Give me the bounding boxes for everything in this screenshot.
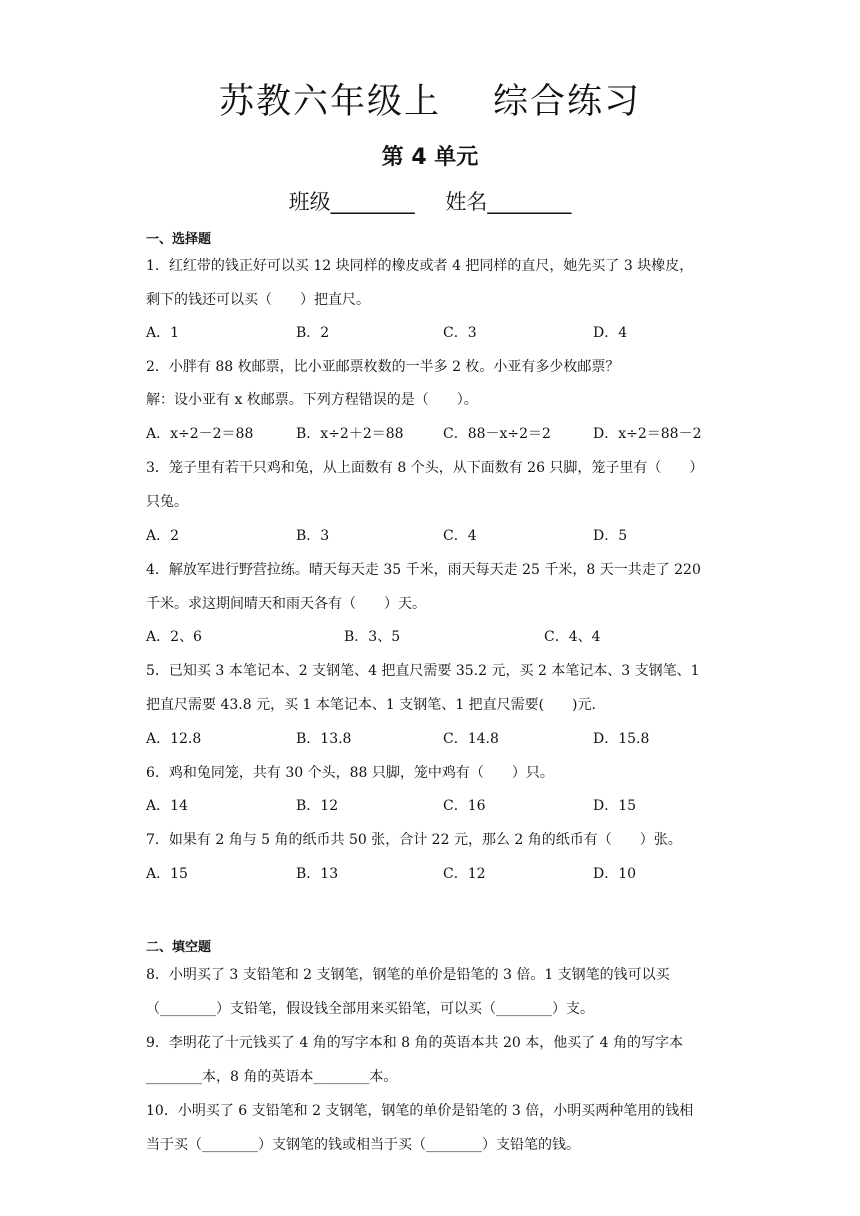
option-a: A．2 xyxy=(146,528,180,544)
option-d: D．15.8 xyxy=(593,731,650,747)
question-5-options xyxy=(146,728,726,748)
option-d: D．5 xyxy=(593,528,628,544)
option-a: A．2、6 xyxy=(146,629,202,645)
option-b: B．13.8 xyxy=(296,731,352,747)
option-d: D．10 xyxy=(593,866,637,882)
option-a: A．12.8 xyxy=(146,731,202,747)
title-right: 综合练习 xyxy=(493,82,642,122)
question-1-line-2: 剩下的钱还可以买（ ）把直尺。 xyxy=(146,292,370,308)
question-1-line-1: 1．红红带的钱正好可以买 12 块同样的橡皮或者 4 把同样的直尺，她先买了 3 块橡皮， xyxy=(146,258,694,274)
title-left: 苏教六年级上 xyxy=(218,82,441,122)
option-c: C．4、4 xyxy=(544,629,601,645)
question-5-line-1: 5．已知买 3 本笔记本、2 支钢笔、4 把直尺需要 35.2 元，买 2 本笔记本、3 支钢笔、1 xyxy=(146,663,700,679)
section-heading-fill: 二、填空题 xyxy=(146,940,212,955)
unit-heading: 第 4 单元 xyxy=(381,145,479,170)
option-b: B．3、5 xyxy=(344,629,401,645)
question-3-line-1: 3．笼子里有若干只鸡和兔，从上面数有 8 个头，从下面数有 26 只脚，笼子里有（ ） xyxy=(146,460,704,476)
option-b: B．2 xyxy=(296,325,330,341)
question-8-line-1: 8．小明买了 3 支铅笔和 2 支钢笔，钢笔的单价是铅笔的 3 倍。1 支钢笔的钱可以买 xyxy=(146,967,670,983)
question-10-line-2: 当于买（________）支钢笔的钱或相当于买（________）支铅笔的钱。 xyxy=(146,1137,580,1153)
question-6-options xyxy=(146,795,726,815)
question-7-line-1: 7．如果有 2 角与 5 角的纸币共 50 张，合计 22 元，那么 2 角的纸币有（ ）张。 xyxy=(146,832,682,848)
option-a: A．14 xyxy=(146,798,188,814)
class-field: 班级________ xyxy=(288,190,415,214)
option-c: C．12 xyxy=(443,866,486,882)
student-info-row xyxy=(0,186,860,216)
question-9-line-1: 9．李明花了十元钱买了 4 角的写字本和 8 角的英语本共 20 本，他买了 4 角的写字本 xyxy=(146,1035,684,1051)
question-10-line-1: 10．小明买了 6 支铅笔和 2 支钢笔，钢笔的单价是铅笔的 3 倍，小明买两种笔用的钱相 xyxy=(146,1103,694,1119)
option-b: B．13 xyxy=(296,866,339,882)
question-5-line-2: 把直尺需要 43.8 元，买 1 本笔记本、1 支钢笔、1 把直尺需要( )元. xyxy=(146,697,596,713)
question-4-line-2: 千米。求这期间晴天和雨天各有（ ）天。 xyxy=(146,596,426,612)
section-heading-choice: 一、选择题 xyxy=(146,232,212,247)
question-4-options xyxy=(146,626,726,646)
option-c: C．3 xyxy=(443,325,477,341)
question-6-line-1: 6．鸡和兔同笼，共有 30 个头，88 只脚，笼中鸡有（ ）只。 xyxy=(146,765,554,781)
option-a: A．x÷2－2＝88 xyxy=(146,426,254,442)
option-c: C．14.8 xyxy=(443,731,499,747)
worksheet-title xyxy=(0,74,860,124)
question-2-line-1: 2．小胖有 88 枚邮票，比小亚邮票枚数的一半多 2 枚。小亚有多少枚邮票？ xyxy=(146,359,620,375)
option-d: D．4 xyxy=(593,325,628,341)
question-4-line-1: 4．解放军进行野营拉练。晴天每天走 35 千米，雨天每天走 25 千米，8 天一共走了 220 xyxy=(146,562,701,578)
question-3-options xyxy=(146,525,726,545)
option-c: C．4 xyxy=(443,528,477,544)
option-a: A．1 xyxy=(146,325,180,341)
name-field: 姓名________ xyxy=(445,190,572,214)
option-d: D．15 xyxy=(593,798,637,814)
option-a: A．15 xyxy=(146,866,188,882)
option-c: C．88－x÷2＝2 xyxy=(443,426,551,442)
question-2-line-2: 解：设小亚有 x 枚邮票。下列方程错误的是（ ）。 xyxy=(146,392,478,408)
option-d: D．x÷2＝88－2 xyxy=(593,426,702,442)
question-7-options xyxy=(146,863,726,883)
question-2-options xyxy=(146,423,726,443)
question-1-options xyxy=(146,322,726,342)
option-b: B．12 xyxy=(296,798,339,814)
option-b: B．x÷2＋2＝88 xyxy=(296,426,404,442)
question-3-line-2: 只兔。 xyxy=(146,494,188,510)
option-b: B．3 xyxy=(296,528,330,544)
question-9-line-2: ________本，8 角的英语本________本。 xyxy=(146,1069,398,1085)
question-8-line-2: （________）支铅笔，假设钱全部用来买铅笔，可以买（________）支。 xyxy=(146,1001,594,1017)
option-c: C．16 xyxy=(443,798,486,814)
